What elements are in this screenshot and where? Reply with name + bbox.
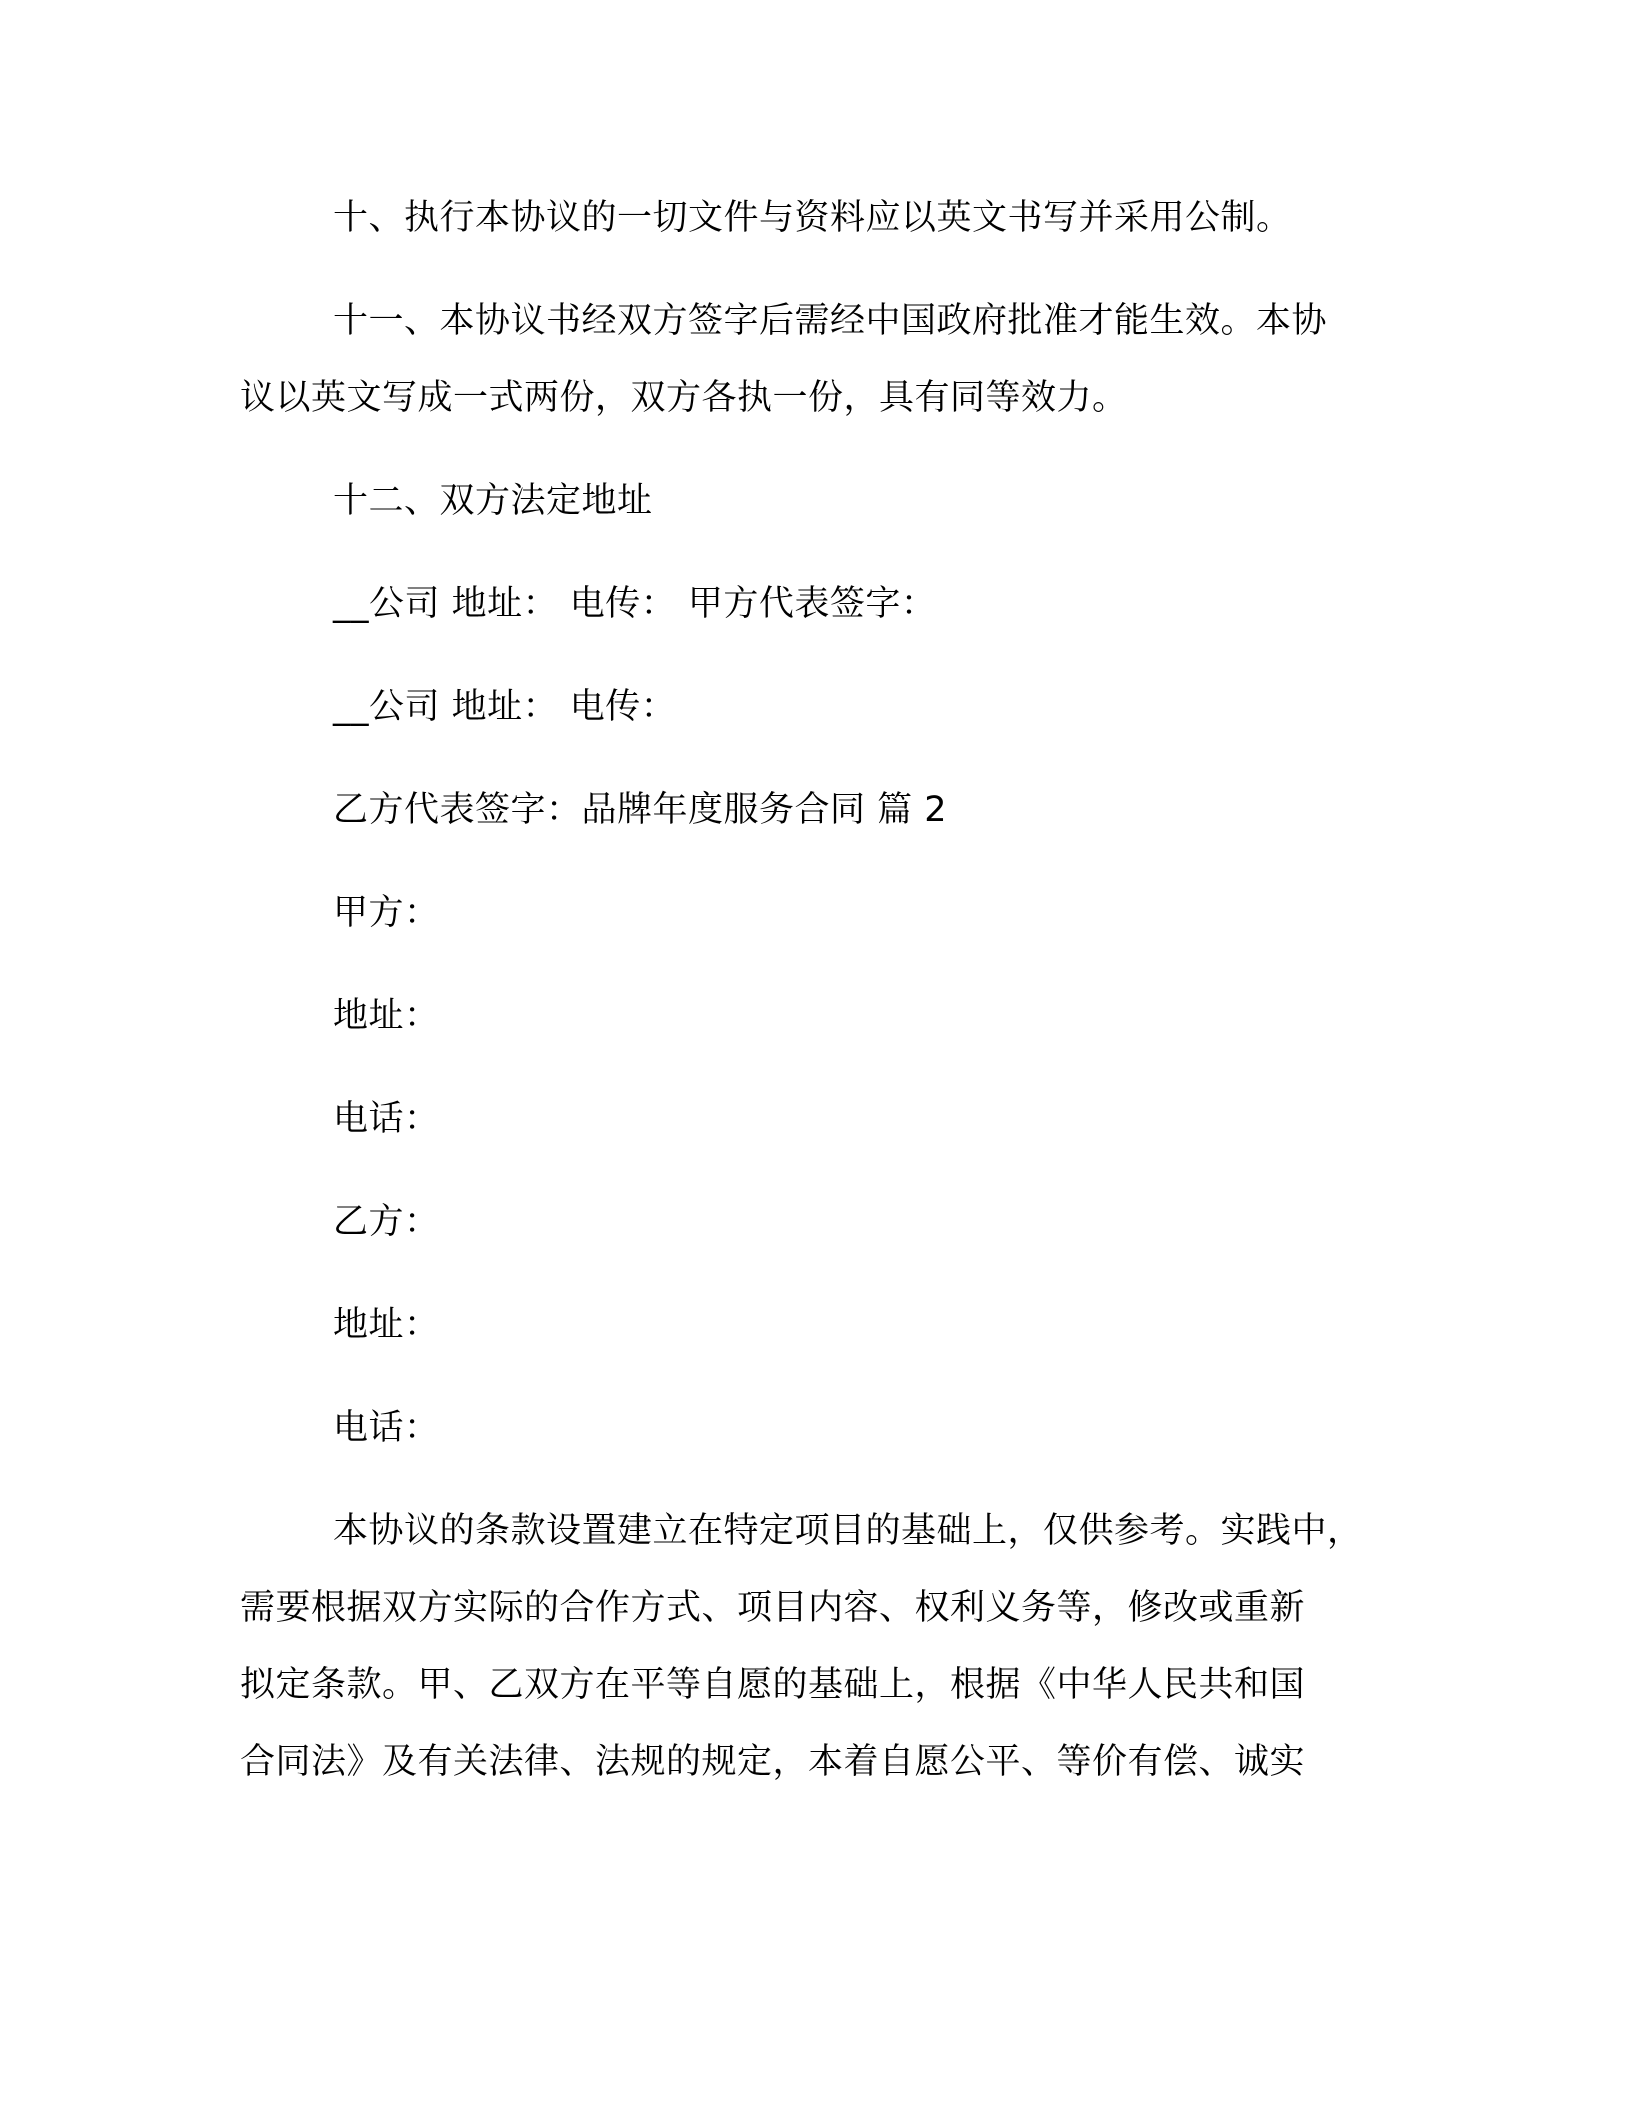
party-a-phone-label: 电话： [333, 1099, 440, 1139]
preamble-line-2: 需要根据双方实际的合作方式、项目内容、权利义务等，修改或重新 [240, 1588, 1306, 1628]
party-b-phone-label: 电话： [333, 1408, 440, 1448]
party-a-address-label: 地址： [333, 996, 440, 1036]
party-b-address-label: 地址： [333, 1305, 440, 1345]
preamble-line-1: 本协议的条款设置建立在特定项目的基础上，仅供参考。实践中， [333, 1511, 1363, 1551]
clause-11-line-1: 十一、本协议书经双方签字后需经中国政府批准才能生效。本协 [333, 301, 1328, 341]
clause-12-heading: 十二、双方法定地址 [333, 481, 653, 521]
preamble-line-3: 拟定条款。甲、乙双方在平等自愿的基础上，根据《中华人民共和国 [240, 1665, 1306, 1705]
preamble-line-4: 合同法》及有关法律、法规的规定，本着自愿公平、等价有偿、诚实 [240, 1742, 1306, 1782]
clause-11-line-2: 议以英文写成一式两份，双方各执一份，具有同等效力。 [240, 378, 1128, 418]
party-b-company-line: __公司 地址： 电传： [333, 687, 677, 727]
party-a-company-line: __公司 地址： 电传： 甲方代表签字： [333, 584, 937, 624]
clause-10: 十、执行本协议的一切文件与资料应以英文书写并采用公制。 [333, 198, 1292, 238]
party-b-signature-title: 乙方代表签字：品牌年度服务合同 篇 2 [333, 790, 948, 830]
party-b-label: 乙方： [333, 1202, 440, 1242]
party-a-label: 甲方： [333, 893, 440, 933]
